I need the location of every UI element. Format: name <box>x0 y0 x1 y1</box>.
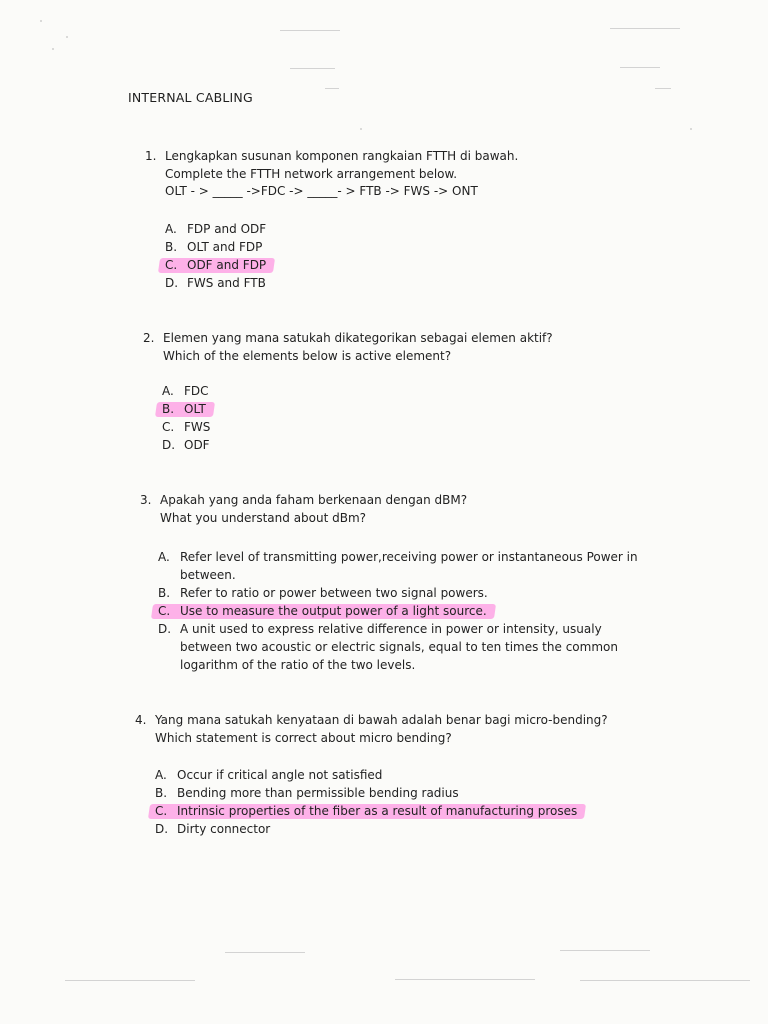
option-text: OLT and FDP <box>187 240 263 254</box>
question-1 <box>145 148 518 201</box>
question-line-english: What you understand about dBm? <box>160 510 367 525</box>
option-c <box>158 602 650 620</box>
scan-artifact <box>560 950 650 951</box>
option-text: ODF and FDP <box>187 258 267 272</box>
question-number: 4. <box>135 713 147 727</box>
scan-artifact <box>360 128 362 130</box>
options-list-2 <box>162 382 210 454</box>
question-2 <box>143 330 553 365</box>
options-list-1 <box>165 220 266 292</box>
option-a <box>165 220 266 238</box>
option-c <box>165 256 266 274</box>
option-letter: A. <box>158 550 170 564</box>
scan-artifact <box>325 88 339 89</box>
option-c <box>155 802 577 820</box>
scan-artifact <box>395 979 535 980</box>
scan-artifact <box>280 30 340 31</box>
option-b <box>158 584 650 602</box>
option-letter: B. <box>158 586 171 600</box>
question-number: 1. <box>145 149 157 163</box>
option-text: FDP and ODF <box>187 222 267 236</box>
options-list-4 <box>155 766 577 838</box>
question-line-sequence: OLT - > _____ ->FDC -> _____- > FTB -> FWS -> ONT <box>165 184 478 198</box>
option-b <box>162 400 210 418</box>
document-title: INTERNAL CABLING <box>128 90 253 105</box>
scan-artifact <box>225 952 305 953</box>
option-text: Bending more than permissible bending radius <box>177 786 459 800</box>
option-letter: C. <box>165 258 178 272</box>
question-line-malay: Yang mana satukah kenyataan di bawah adalah benar bagi micro-bending? <box>155 713 608 727</box>
scan-artifact <box>65 980 195 981</box>
scan-artifact <box>290 68 335 69</box>
option-letter: A. <box>155 768 167 782</box>
option-letter: B. <box>155 786 168 800</box>
option-text: Dirty connector <box>177 822 271 836</box>
option-letter: D. <box>158 622 172 636</box>
question-number: 3. <box>140 493 152 507</box>
question-3 <box>140 492 467 527</box>
scan-artifact <box>690 128 692 130</box>
option-letter: B. <box>162 402 175 416</box>
options-list-3 <box>158 548 650 674</box>
option-text: ODF <box>184 438 210 452</box>
option-letter: A. <box>162 384 174 398</box>
option-letter: D. <box>162 438 176 452</box>
option-text: Occur if critical angle not satisfied <box>177 768 383 782</box>
option-d <box>155 820 577 838</box>
option-letter: C. <box>155 804 168 818</box>
question-line-malay: Elemen yang mana satukah dikategorikan sebagai elemen aktif? <box>163 331 553 345</box>
option-d <box>165 274 266 292</box>
question-text <box>165 148 518 201</box>
question-number: 2. <box>143 331 155 345</box>
scan-artifact <box>52 48 54 50</box>
scan-artifact <box>66 36 68 38</box>
option-letter: C. <box>162 420 175 434</box>
option-a <box>155 766 577 784</box>
option-letter: C. <box>158 604 171 618</box>
option-a <box>162 382 210 400</box>
option-c <box>162 418 210 436</box>
option-text: Refer to ratio or power between two signal powers. <box>180 586 488 600</box>
option-text: Intrinsic properties of the fiber as a result of manufacturing proses <box>177 804 578 818</box>
option-letter: A. <box>165 222 177 236</box>
scan-artifact <box>620 67 660 68</box>
option-a <box>158 548 650 584</box>
option-letter: D. <box>165 276 179 290</box>
question-text <box>163 330 553 365</box>
question-line-english: Complete the FTTH network arrangement below. <box>165 166 458 181</box>
question-line-malay: Lengkapkan susunan komponen rangkaian FTTH di bawah. <box>165 149 519 163</box>
question-line-english: Which of the elements below is active element? <box>163 348 452 363</box>
option-d <box>158 620 650 674</box>
option-letter: B. <box>165 240 178 254</box>
question-text <box>160 492 467 527</box>
option-text: Refer level of transmitting power,receiving power or instantaneous Power in between. <box>180 550 638 582</box>
option-text: OLT <box>184 402 206 416</box>
option-letter: D. <box>155 822 169 836</box>
option-d <box>162 436 210 454</box>
option-text: FWS <box>184 420 211 434</box>
option-text: A unit used to express relative difference in power or intensity, usualy between two acoustic or electric signals, equal to ten times the common logarithm of the ratio of the two levels. <box>180 622 618 672</box>
option-text: FWS and FTB <box>187 276 266 290</box>
scan-artifact <box>40 20 42 22</box>
option-text: FDC <box>184 384 209 398</box>
scan-artifact <box>610 28 680 29</box>
question-line-malay: Apakah yang anda faham berkenaan dengan dBM? <box>160 493 468 507</box>
question-text <box>155 712 608 747</box>
option-b <box>165 238 266 256</box>
scan-artifact <box>655 88 671 89</box>
question-line-english: Which statement is correct about micro bending? <box>155 730 452 745</box>
option-b <box>155 784 577 802</box>
question-4 <box>135 712 608 747</box>
option-text: Use to measure the output power of a light source. <box>180 604 487 618</box>
scan-artifact <box>580 980 750 981</box>
